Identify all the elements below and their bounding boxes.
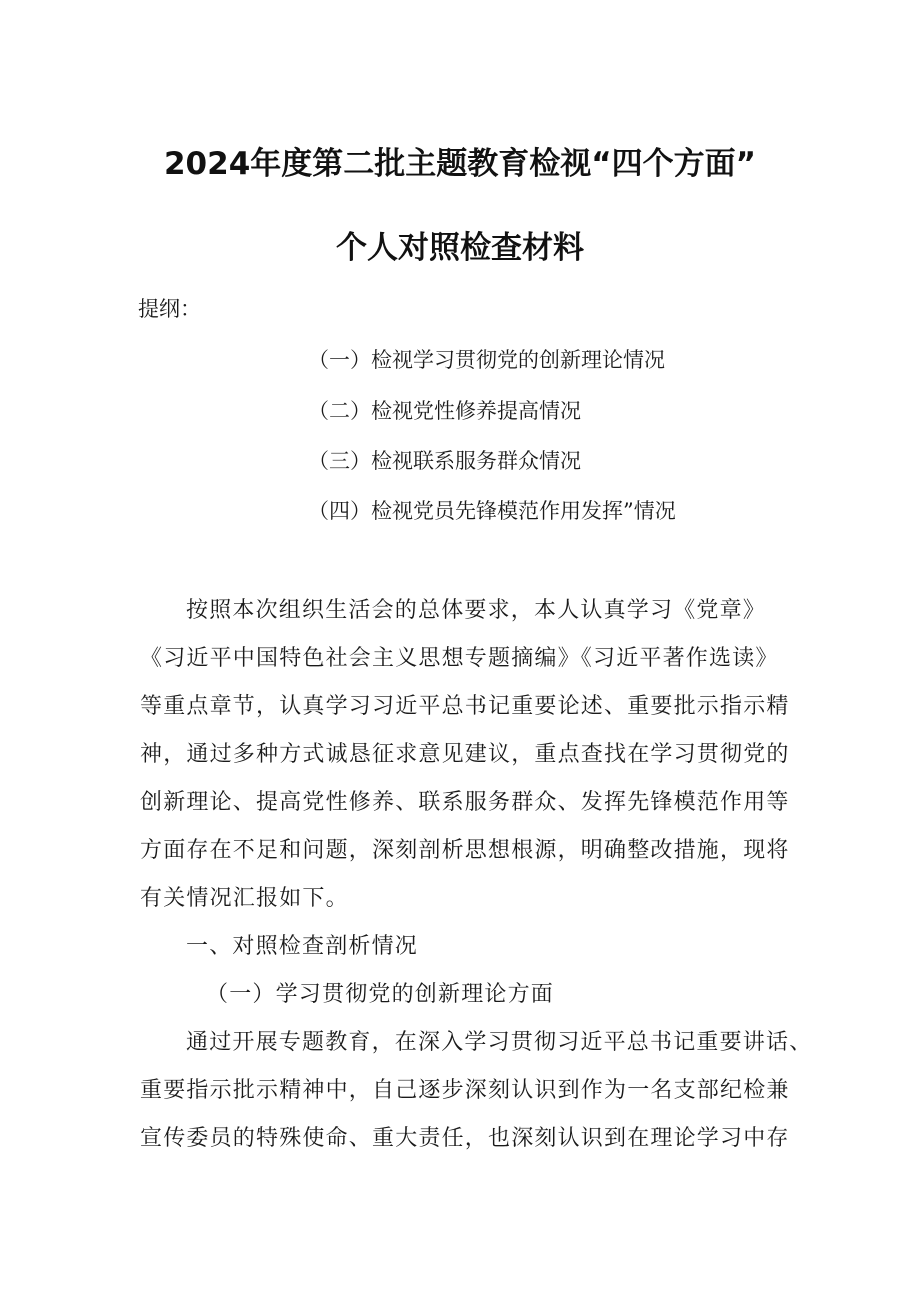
intro-paragraph-line: 等重点章节，认真学习习近平总书记重要论述、重要批示指示精: [140, 694, 790, 719]
intro-paragraph-line: 神，通过多种方式诚恳征求意见建议，重点查找在学习贯彻党的: [140, 742, 790, 767]
body-paragraph-line: 通过开展专题教育，在深入学习贯彻习近平总书记重要讲话、: [186, 1030, 813, 1055]
outline-item: （四）检视党员先锋模范作用发挥”情况: [308, 499, 676, 523]
body-paragraph-line: 重要指示批示精神中，自己逐步深刻认识到作为一名支部纪检兼: [140, 1078, 790, 1103]
outline-item: （二）检视党性修养提高情况: [308, 399, 581, 423]
intro-paragraph-line: 有关情况汇报如下。: [140, 886, 349, 911]
intro-paragraph-line: 创新理论、提高党性修养、联系服务群众、发挥先锋模范作用等: [140, 790, 790, 815]
intro-paragraph-line: 按照本次组织生活会的总体要求，本人认真学习《党章》: [186, 598, 767, 623]
outline-label: 提纲：: [138, 297, 201, 321]
intro-paragraph-line: 方面存在不足和问题，深刻剖析思想根源，明确整改措施，现将: [140, 838, 790, 863]
section-heading: 一、对照检查剖析情况: [186, 934, 419, 959]
body-paragraph-line: 宣传委员的特殊使命、重大责任，也深刻认识到在理论学习中存: [140, 1126, 790, 1151]
document-title-line-2: 个人对照检查材料: [336, 230, 584, 266]
document-title-line-1: 2024年度第二批主题教育检视“四个方面”: [163, 146, 757, 182]
subsection-heading: （一）学习贯彻党的创新理论方面: [206, 982, 555, 1007]
outline-item: （三）检视联系服务群众情况: [308, 449, 581, 473]
intro-paragraph-line: 《习近平中国特色社会主义思想专题摘编》《习近平著作选读》: [140, 646, 779, 671]
outline-item: （一）检视学习贯彻党的创新理论情况: [308, 348, 665, 372]
